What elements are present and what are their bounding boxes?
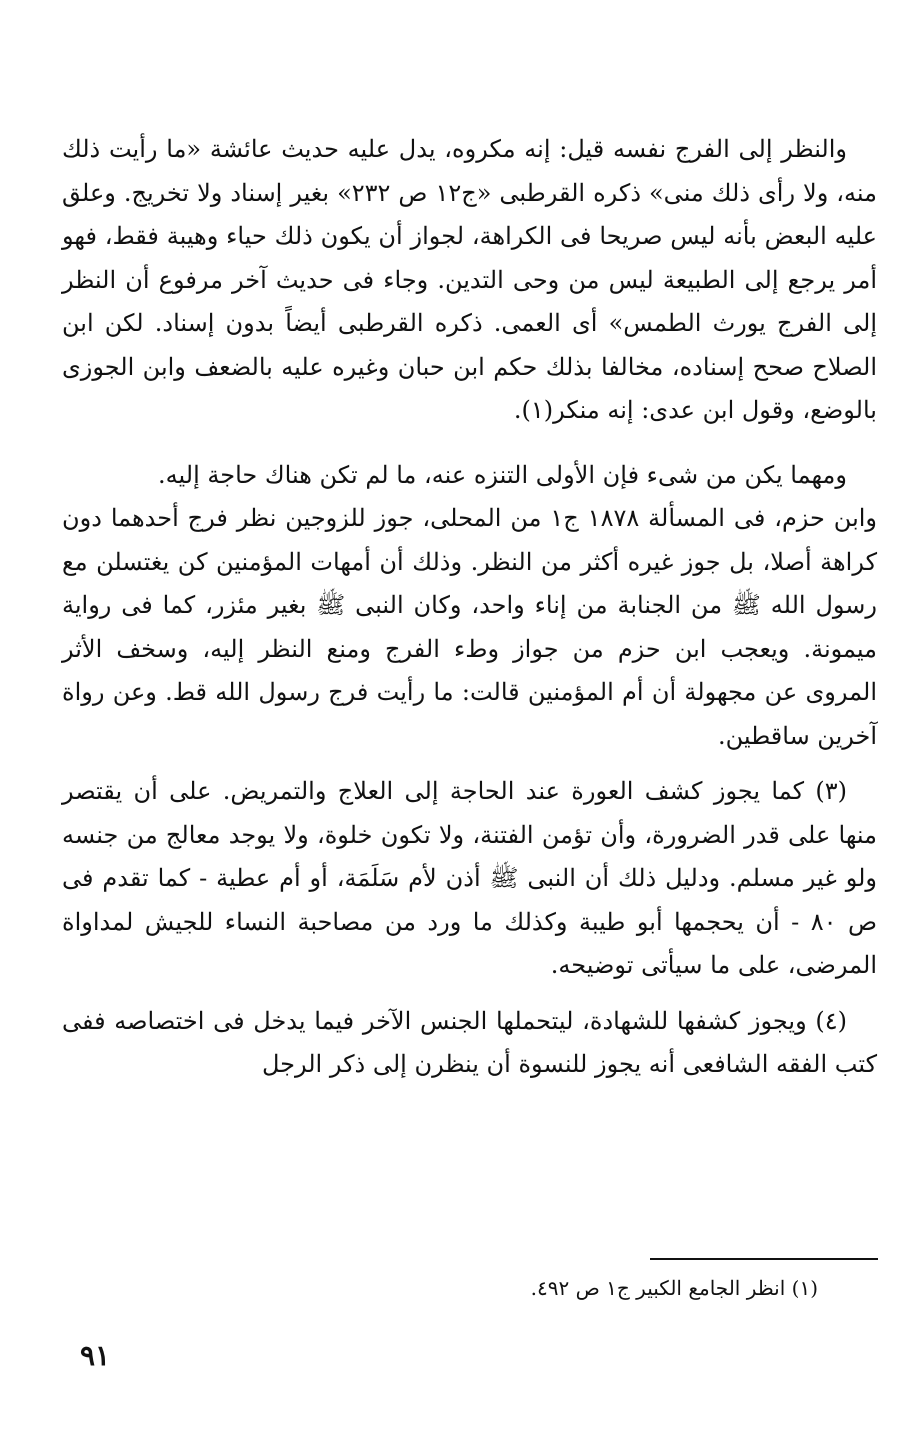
paragraph-point-4-testimony: (٤) ويجوز كشفها للشهادة، ليتحملها الجنس الآخر فيما يدخل فى اختصاصه ففى كتب الفقه الشافعى أنه يجوز للنسوة أن ينظرن إلى ذكر الرجل [62, 1006, 877, 1078]
paragraph-point-3-treatment: (٣) كما يجوز كشف العورة عند الحاجة إلى العلاج والتمريض. على أن يقتصر منها على قدر الضرورة، وأن تؤمن الفتنة، ولا تكون خلوة، ولا يوجد معالج من جنسه ولو غير مسلم. ودليل ذلك أن النبى ﷺ أذن لأم سَلَمَة، أو أم عطية - كما تقدم فى ص ٨٠ - أن يحجمها أبو طيبة وكذلك ما ورد من مصاحبة النساء للجيش لمداواة المرضى، على ما سيأتى توضيحه. [62, 777, 877, 979]
paragraph-looking-at-private-parts: والنظر إلى الفرج نفسه قيل: إنه مكروه، يدل عليه حديث عائشة «ما رأيت ذلك منه، ولا رأى ذلك منى» ذكره القرطبى «ج١٢ ص ٢٣٢» بغير إسناد ولا تخريج. وعلق عليه البعض بأنه ليس صريحا فى الكراهة، لجواز أن يكون ذلك حياء وهيبة فقط، فهو أمر يرجع إلى الطبيعة ليس من وحى التدين. وجاء فى حديث آخر مرفوع أن النظر إلى الفرج يورث الطمس» أى العمى. ذكره القرطبى أيضاً بدون إسناد. لكن ابن الصلاح صحح إسناده، مخالفا بذلك حكم ابن حبان وغيره عليه بالضعف وابن الجوزى بالوضع، وقول ابن عدى: إنه منكر(١). [62, 135, 878, 424]
footnote: (١) انظر الجامع الكبير ج١ ص ٤٩٢. [530, 1276, 818, 1300]
main-text [62, 128, 877, 1087]
page-number: ٩١ [80, 1339, 111, 1372]
footnote-separator [650, 1258, 878, 1260]
paragraph-preference: ومهما يكن من شىء فإن الأولى التنزه عنه، ما لم تكن هناك حاجة إليه. [158, 460, 847, 489]
paragraph-ibn-hazm: وابن حزم، فى المسألة ١٨٧٨ ج١ من المحلى، جوز للزوجين نظر فرج أحدهما دون كراهة أصلا، بل جوز غيره أكثر من النظر. وذلك أن أمهات المؤمنين كن يغتسلن مع رسول الله ﷺ من الجنابة من إناء واحد، وكان النبى ﷺ بغير مئزر، كما فى رواية ميمونة. ويعجب ابن حزم من جواز وطء الفرج ومنع النظر إليه، وسخف الأثر المروى عن مجهولة أن أم المؤمنين قالت: ما رأيت فرج رسول الله قط. وعن رواة آخرين ساقطين. [62, 504, 877, 750]
